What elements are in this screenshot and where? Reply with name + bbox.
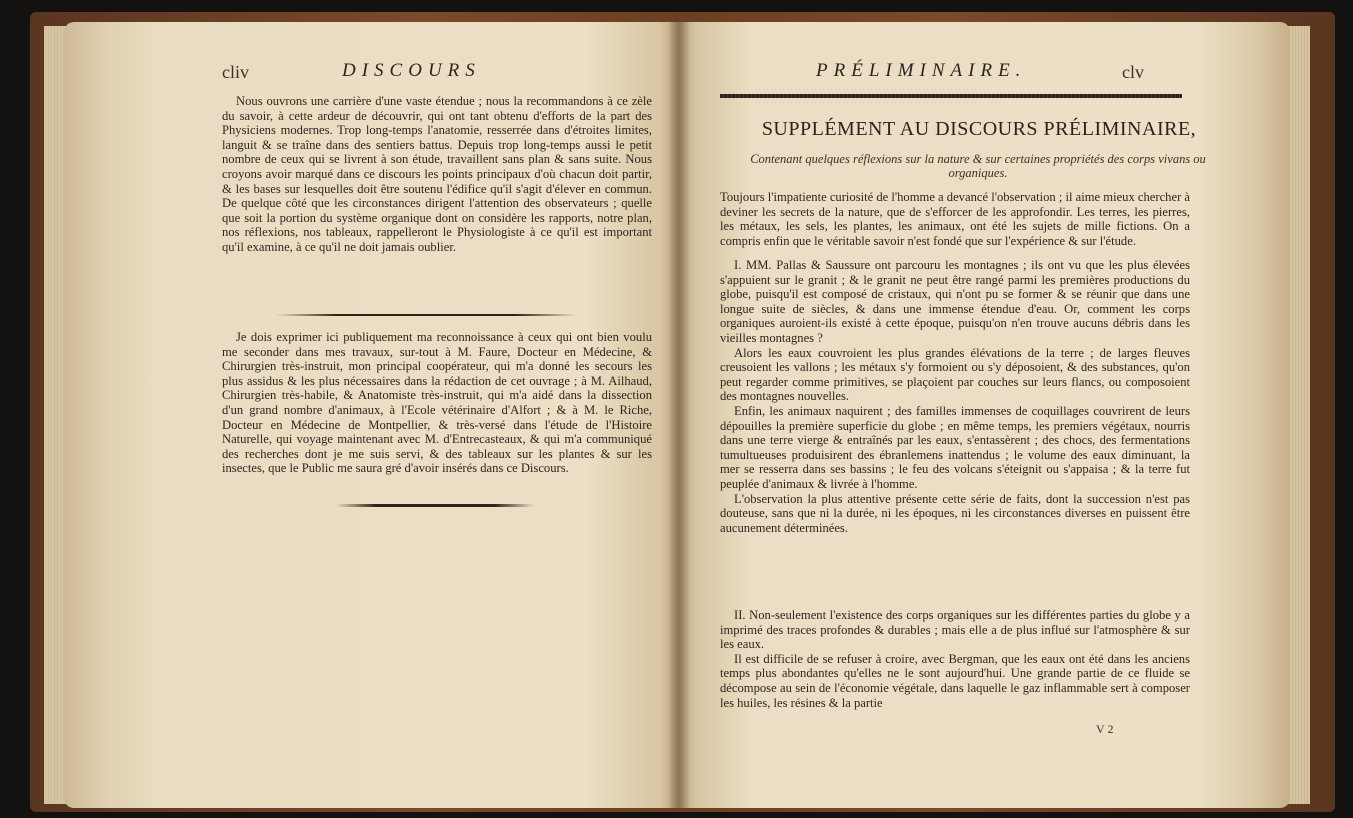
left-page xyxy=(64,22,678,808)
left-running-head: DISCOURS xyxy=(342,60,481,81)
book-gutter xyxy=(668,22,690,808)
right-intro: Toujours l'impatiente curiosité de l'homme a devancé l'observation ; il aime mieux chercher à deviner les secrets de la nature, que de s'efforcer de les approfondir. Les terres, les pierres, les métaux, les sels, les plantes, les animaux, ont été les sujets de mille fictions. On a compris enfin que le véritable savoir n'est fondé que sur l'expérience & sur l'étude. xyxy=(720,190,1190,248)
section-1-block xyxy=(720,258,1190,535)
left-page-edges xyxy=(44,26,66,804)
right-page-edges xyxy=(1288,26,1310,804)
left-divider-2 xyxy=(336,504,534,507)
left-paragraph-2: Je dois exprimer ici publiquement ma reconnoissance à ceux qui ont bien voulu me seconder dans mes travaux, sur-tout à M. Faure, Docteur en Médecine, & Chirurgien très-instruit, mon principal coopérateur, qui m'a donné les secours les plus assidus & les plus nécessaires dans la rédaction de cet ouvrage ; à M. Ailhaud, Chirurgien très-habile, & Anatomiste très-instruit, qui m'a aidé dans la dissection d'un grand nombre d'animaux, à l'Ecole vétérinaire d'Alfort ; & à M. le Riche, Docteur en Médecine de Montpellier, & très-versé dans l'étude de l'Histoire Naturelle, qui voyage maintenant avec M. d'Entrecasteaux, & qui m'a communiqué des recherches dont je me suis servi, & des tableaux sur les plantes & sur les insectes, que le Public me saura gré d'avoir insérés dans ce Discours. xyxy=(222,330,652,476)
right-page-number: clv xyxy=(1122,62,1144,82)
ornamental-rule xyxy=(720,94,1182,98)
right-running-head: PRÉLIMINAIRE. xyxy=(816,60,1027,81)
left-divider-1 xyxy=(276,314,576,316)
right-page xyxy=(678,22,1290,808)
left-paragraph-1: Nous ouvrons une carrière d'une vaste étendue ; nous la recommandons à ce zèle du savoir, à cette ardeur de découvrir, qui ont tant obtenu d'efforts de la part des Physiciens modernes. Trop long-temps l'anatomie, resserrée dans d'étroites limites, languit & se traîne dans des sentiers battus. Depuis trop long-temps aussi le petit nombre de ceux qui se livrent à son étude, travaillent sans plan & sans suite. Nous croyons avoir marqué dans ce discours les points principaux d'où chacun doit partir, & les bases sur lesquelles doit être soutenu l'édifice qu'il s'agit d'élever en commun. De quelque côté que les circonstances dirigent l'attention des observateurs ; quelle que soit la portion du système organique dont on considère les rapports, notre plan, nos réflexions, nos tableaux, rappelleront le Physiologiste à ce qu'il est important qu'il examine, à ce qu'il ne doit jamais oublier. xyxy=(222,94,652,254)
section-2a: II. Non-seulement l'existence des corps organiques sur les différentes parties du globe y a imprimé des traces profondes & durables ; mais elle a de plus influé sur l'atmosphère & sur les eaux. xyxy=(720,608,1190,652)
section-1c: Enfin, les animaux naquirent ; des familles immenses de coquillages couvrirent de leurs dépouilles la première superficie du globe ; en même temps, les premiers végétaux, nourris dans une terre vierge & entraînés par les eaux, s'entassèrent ; des chocs, des fermentations tumultueuses produisirent des ébranlemens inattendus ; le volume des eaux diminuant, la mer se resserra dans ses bassins ; le feu des volcans s'éteignit ou s'appaisa ; & la terre fut peuplée d'animaux & livrée à l'homme. xyxy=(720,403,1190,491)
supplement-subtitle: Contenant quelques réflexions sur la nature & sur certaines propriétés des corps vivans ou organiques. xyxy=(750,152,1206,180)
left-paragraph-1-block xyxy=(222,94,652,255)
section-1d: L'observation la plus attentive présente cette série de faits, dont la succession n'est pas douteuse, sans que ni la durée, ni les époques, ni les circonstances diverses en puissent être aucunement déterminées. xyxy=(720,491,1190,535)
section-1a: I. MM. Pallas & Saussure ont parcouru les montagnes ; ils ont vu que les plus élevées s'appuient sur le granit ; & le granit ne peut être rangé parmi les premières productions du globe, puisqu'il est composé de cristaux, qui n'ont pu se former & se réunir que dans une longue suite de siècles, & dans une immense étendue d'eau. Or, comment les corps organiques auroient-ils existé à cette époque, puisqu'on n'en trouve aucuns débris dans les vieilles montagnes ? xyxy=(720,258,1190,345)
supplement-title: SUPPLÉMENT AU DISCOURS PRÉLIMINAIRE, xyxy=(761,118,1197,140)
section-1b: Alors les eaux couvroient les plus grandes élévations de la terre ; de larges fleuves creusoient les vallons ; les métaux s'y formoient ou s'y déposoient, & des substances, qu'on peut regarder comme primitives, se plaçoient par couches sur leurs flancs, ou composoient des montagnes nouvelles. xyxy=(720,345,1190,404)
section-2b: Il est difficile de se refuser à croire, avec Bergman, que les eaux ont été dans les anciens temps plus abondantes qu'elles ne le sont aujourd'hui. Une grande partie de ce fluide se décompose au sein de l'économie végétale, dans laquelle le gaz inflammable sert à composer les huiles, les résines & la partie xyxy=(720,651,1190,710)
signature-mark: V 2 xyxy=(1096,722,1114,736)
section-2-block xyxy=(720,608,1190,710)
left-page-number: cliv xyxy=(222,62,249,82)
left-paragraph-2-block xyxy=(222,330,652,476)
right-intro-block xyxy=(720,190,1190,248)
